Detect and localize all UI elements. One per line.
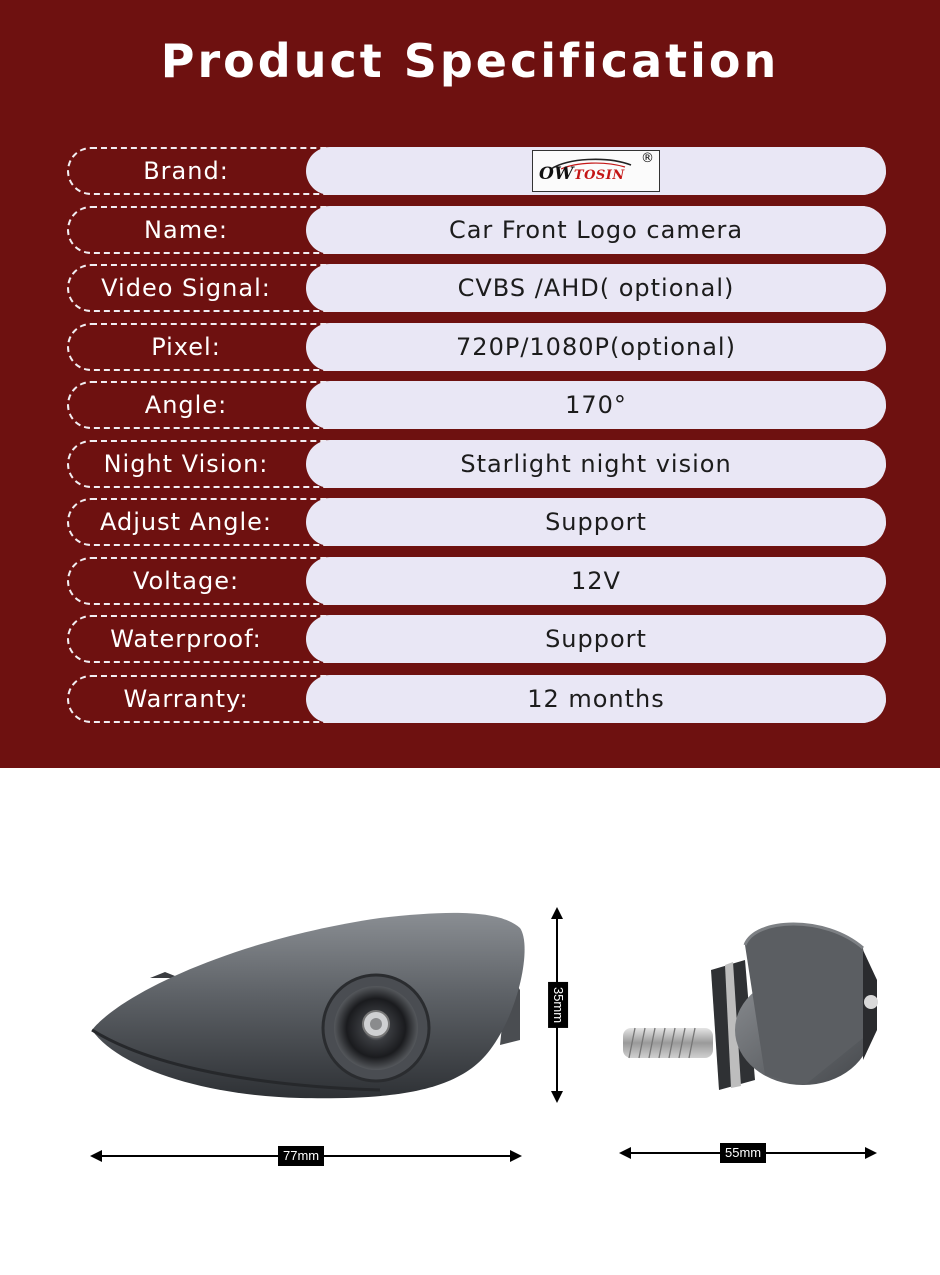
spec-value: CVBS /AHD( optional) xyxy=(306,264,886,312)
spec-label: Brand: xyxy=(143,157,229,185)
spec-value: Car Front Logo camera xyxy=(306,206,886,254)
length-dimension-label: 77mm xyxy=(278,1146,324,1166)
spec-row-waterproof xyxy=(67,615,886,663)
spec-row-warranty xyxy=(67,675,886,723)
spec-row-brand xyxy=(67,147,886,195)
spec-value xyxy=(306,147,886,195)
spec-label: Waterproof: xyxy=(110,625,262,653)
spec-value: Support xyxy=(306,498,886,546)
spec-value: 720P/1080P(optional) xyxy=(306,323,886,371)
spec-label: Pixel: xyxy=(151,333,221,361)
spec-label: Night Vision: xyxy=(103,450,269,478)
spec-value: Support xyxy=(306,615,886,663)
spec-row-name xyxy=(67,206,886,254)
spec-label: Angle: xyxy=(144,391,228,419)
spec-row-angle xyxy=(67,381,886,429)
spec-row-video-signal xyxy=(67,264,886,312)
spec-row-pixel xyxy=(67,323,886,371)
spec-value: 12 months xyxy=(306,675,886,723)
spec-row-adjust-angle xyxy=(67,498,886,546)
spec-label: Adjust Angle: xyxy=(99,508,273,536)
spec-row-voltage xyxy=(67,557,886,605)
height-dimension-label: 35mm xyxy=(548,982,568,1028)
spec-label: Warranty: xyxy=(123,685,249,713)
page-title: Product Specification xyxy=(160,34,780,88)
brand-logo xyxy=(532,150,660,192)
spec-value: 12V xyxy=(306,557,886,605)
spec-label: Voltage: xyxy=(132,567,240,595)
logo-wordmark: OWTOSIN xyxy=(539,164,625,184)
spec-row-night-vision xyxy=(67,440,886,488)
camera-front-view-image xyxy=(615,910,885,1100)
spec-label: Name: xyxy=(144,216,228,244)
registered-mark-icon: ® xyxy=(641,151,655,166)
camera-side-view-image xyxy=(80,900,540,1120)
spec-value: Starlight night vision xyxy=(306,440,886,488)
spec-value: 170° xyxy=(306,381,886,429)
width-dimension-label: 55mm xyxy=(720,1143,766,1163)
spec-label: Video Signal: xyxy=(101,274,271,302)
